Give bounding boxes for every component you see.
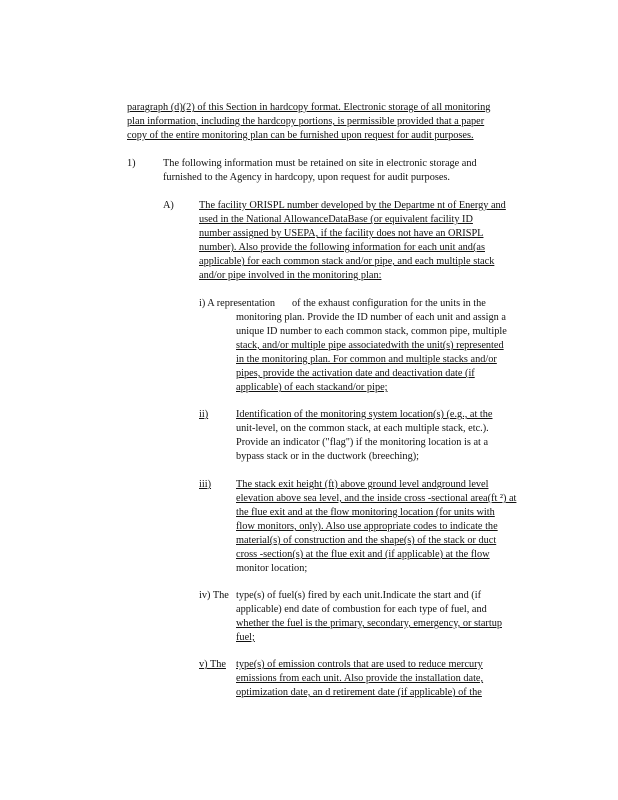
subitem-ii-line: unit-level, on the common stack, at each multiple stack, etc.). [236,423,489,434]
item-1-line: The following information must be retained on site in electronic storage and [163,158,477,169]
item-a-line: The facility ORISPL number developed by the Departme nt of Energy and [199,200,506,211]
subitem-ii-line: Provide an indicator ("flag") if the monitoring location is at a [236,437,489,448]
intro-line: plan information, including the hardcopy portions, is permissible provided that a paper [127,116,485,127]
subitem-iii-line: flow monitors, only). Also use appropriate codes to indicate the [236,521,498,532]
subitem-iii-line: monitor location; [236,563,308,574]
subitem-v-line: emissions from each unit. Also provide the installation date, [236,673,484,684]
subitem-iii-label: iii) [199,479,212,490]
subitem-i-line: unique ID number to each common stack, common pipe, multiple [236,326,507,337]
subitem-v-line: optimization date, an d retirement date (if applicable) of the [236,687,482,698]
item-a-line: and/or pipe involved in the monitoring plan: [199,270,382,281]
item-1-label: 1) [127,158,136,169]
subitem-i-line: in the monitoring plan. For common and multiple stacks and/or [236,354,497,365]
item-a-line: number assigned by USEPA, if the facility does not have an ORISPL [199,228,484,239]
subitem-iv-line: type(s) of fuel(s) fired by each unit.Indicate the start and (if [236,590,482,601]
subitem-i-line: stack, and/or multiple pipe associatedwith the unit(s) represented [236,340,504,351]
subitem-iv-line: fuel; [236,632,255,643]
subitem-i-line: pipes, provide the activation date and deactivation date (if [236,368,475,379]
subitem-ii-label: ii) [199,409,209,420]
intro-line: paragraph (d)(2) of this Section in hardcopy format. Electronic storage of all monitoring [127,102,491,113]
subitem-iv-label: iv) The [199,590,229,601]
intro-line: copy of the entire monitoring plan can be furnished upon request for audit purposes. [127,130,474,141]
item-a-line: number). Also provide the following information for each unit and(as [199,242,485,253]
item-a-label: A) [163,200,174,211]
subitem-iii-line: material(s) of construction and the shape(s) of the stack or duct [236,535,497,546]
subitem-ii-line: bypass stack or in the ductwork (breeching); [236,451,420,462]
subitem-iv-line: whether the fuel is the primary, secondary, emergency, or startup [236,618,502,629]
subitem-iii-line: cross -section(s) at the flue exit and (if applicable) at the flow [236,549,490,560]
item-1-line: furnished to the Agency in hardcopy, upon request for audit purposes. [163,172,451,183]
subitem-iii-line: The stack exit height (ft) above ground level andground level [236,479,489,490]
item-a-line: used in the National AllowanceDataBase (or equivalent facility ID [199,214,473,225]
subitem-v-label: v) The [199,659,226,670]
subitem-iii-line: elevation above sea level, and the inside cross -sectional area(ft ²) at [236,493,517,504]
subitem-i-label: i) A representation [199,298,276,309]
item-a-line: applicable) for each common stack and/or pipe, and each multiple stack [199,256,495,267]
subitem-iv-line: applicable) end date of combustion for each type of fuel, and [236,604,487,615]
subitem-i-line: applicable) of each stackand/or pipe; [236,382,388,393]
subitem-ii-line: Identification of the monitoring system location(s) (e.g., at the [236,409,493,420]
subitem-i-line: of the exhaust configuration for the units in the [292,298,486,309]
subitem-iii-line: the flue exit and at the flow monitoring location (for units with [236,507,495,518]
subitem-v-line: type(s) of emission controls that are used to reduce mercury [236,659,483,670]
subitem-i-line: monitoring plan. Provide the ID number of each unit and assign a [236,312,506,323]
